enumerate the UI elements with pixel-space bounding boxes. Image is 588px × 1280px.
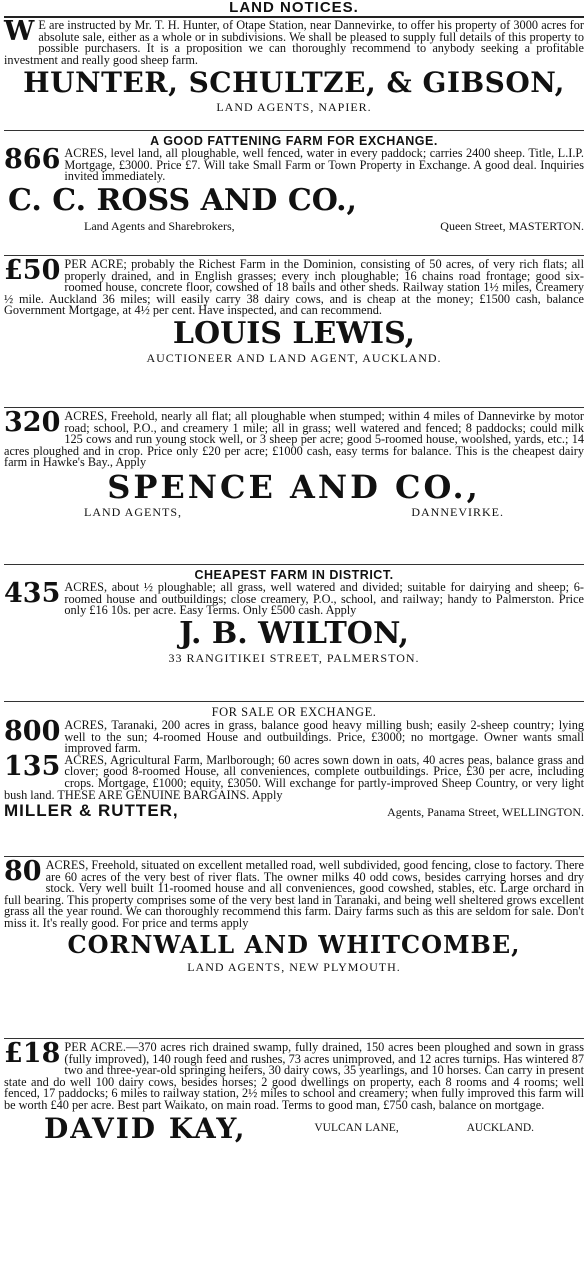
ad-kay-text <box>4 1038 584 1112</box>
drop-number: 80 <box>4 856 42 887</box>
ad-body: ACRES, Agricultural Farm, Marlborough; 60 acres sown down in oats, 40 acres peas, balance grass and clover; good 8-roomed House, all conveniences, complete outbuildings. Price, £30 per acre, including crops. Mortgage, £1000; equity, £3050. Will exchange for partly-improved Sheep Country, or very light bush land. THESE ARE GENUINE BARGAINS. Apply <box>4 752 584 802</box>
page-title: LAND NOTICES. <box>229 0 359 16</box>
divider <box>4 130 584 131</box>
ad-ross-text <box>4 144 584 184</box>
divider <box>4 407 584 408</box>
ad-wilton <box>4 568 584 698</box>
agent-subline: AUCTIONEER AND LAND AGENT, AUCKLAND. <box>146 350 442 365</box>
ad-hunter-text <box>4 16 584 67</box>
drop-number: 800 <box>4 716 61 747</box>
agent-name: SPENCE AND CO., <box>107 468 481 505</box>
agent-name: LOUIS LEWIS, <box>172 316 416 351</box>
drop-number: 135 <box>4 750 61 782</box>
divider <box>4 255 584 256</box>
drop-cap: W <box>4 16 35 47</box>
ad-hunter <box>4 16 584 127</box>
agent-title: Land Agents and Sharebrokers, <box>84 218 235 233</box>
ad-subtitle: CHEAPEST FARM IN DISTRICT. <box>194 568 394 582</box>
drop-number: 866 <box>4 144 61 175</box>
agent-name: J. B. WILTON, <box>179 616 409 651</box>
agent-address: Queen Street, MASTERTON. <box>440 218 584 233</box>
ad-body: ACRES, about ½ ploughable; all grass, well watered and divided; suitable for dairying and sheep; 6-roomed house and outbuildings; close creamery, P.O., school, and railway; handy to Palmerston. Price only £16 10s. per acre. Easy Terms. Only £500 cash. Apply <box>64 580 584 618</box>
ad-spence-text <box>4 407 584 470</box>
agent-subline <box>4 505 584 520</box>
agent-subline <box>4 219 584 234</box>
ad-cornwall-text <box>4 856 584 930</box>
ad-lewis-text <box>4 255 584 318</box>
ad-body: ACRES, Freehold, situated on excellent metalled road, well subdivided, good fencing, close to factory. There are 60 acres of the very best of river flats. The owner milks 40 odd cows, besides carrying horses and dry stock. Very well built 11-roomed house and all conveniences, good cowshed, stables, etc. Large orchard in full bearing. This property comprises some of the very best land in Taranaki, and being well sheltered grows excellent grass all the year round. We can thoroughly recommend this farm. Dairy farms such as this are seldom for sale. Don't miss it. It's really good. For price and terms apply <box>4 858 584 930</box>
ad-subtitle: FOR SALE OR EXCHANGE. <box>211 705 377 719</box>
ad-ross <box>4 134 584 252</box>
agent-name: HUNTER, SCHULTZE, & GIBSON, <box>23 66 565 100</box>
ad-lewis <box>4 255 584 404</box>
divider <box>4 701 584 702</box>
agent-name: MILLER & RUTTER, <box>4 801 179 821</box>
ad-body: PER ACRE; probably the Richest Farm in the Dominion, consisting of 50 acres, of very rich flats; all properly drained, and in English grasses; every inch ploughable; 16 chains road frontage; good six-roomed house, concrete floor, cowshed of 18 bails and other sheds. Railway station 1½ miles, Creamery ½ mile. Auckland 36 miles; will easily carry 38 dairy cows, and is cheap at the money; £1500 cash, balance Government Mortgage, at 4½ per cent. Have inspected, and can recommend. <box>4 257 584 318</box>
ad-miller-text-1 <box>4 716 584 756</box>
divider <box>4 856 584 857</box>
agent-line <box>4 801 584 821</box>
ad-spence <box>4 407 584 561</box>
ad-body: ACRES, level land, all ploughable, well fenced, water in every paddock; carries 2400 sheep. Title, L.I.P. Mortgage, £3000. Price £7. Will take Small Farm or Town Property in Exchange. A good deal. Inquiries invited immediately. <box>64 146 584 184</box>
ad-body: ACRES, Freehold, nearly all flat; all ploughable when stumped; within 4 miles of Dannevirke by motor road; school, P.O., and creamery 1 mile; all in grass; well watered and fenced; 8 paddocks; could milk 125 cows and run young stock well, or 3 sheep per acre; good 5-roomed house, woolshed, yards, etc.; 14 acres ploughed and in crop. Price only £20 per acre; £1000 cash, easy terms for balance. This is the cheapest dairy farm in Hawke's Bay., Apply <box>4 409 584 470</box>
agent-name: C. C. ROSS AND CO., <box>8 182 357 218</box>
ad-miller-text-2 <box>4 750 584 802</box>
ad-wilton-text <box>4 578 584 618</box>
agent-subline: LAND AGENTS, NEW PLYMOUTH. <box>187 959 401 974</box>
ad-miller <box>4 705 584 853</box>
agent-title: LAND AGENTS, <box>84 504 182 519</box>
ad-cornwall <box>4 856 584 1035</box>
drop-number: £18 <box>4 1038 61 1069</box>
agent-subline: 33 RANGITIKEI STREET, PALMERSTON. <box>168 650 420 665</box>
agent-street: VULCAN LANE, <box>314 1122 399 1135</box>
ad-body: ACRES, Taranaki, 200 acres in grass, balance good heavy milling bush; easily 2-sheep country; lying well to the sun; 4-roomed House and outbuildings. Price, £3000; no mortgage. Owner wants small improved farm. <box>64 718 584 756</box>
drop-number: 435 <box>4 578 61 609</box>
agent-address: DANNEVIRKE. <box>411 504 504 519</box>
agent-name: DAVID KAY, <box>44 1111 247 1145</box>
agent-name: CORNWALL AND WHITCOMBE, <box>67 929 521 959</box>
ad-body: PER ACRE.—370 acres rich drained swamp, fully drained, 150 acres been ploughed and sown in grass (fully improved), 140 rough feed and rushes, 73 acres unimproved, and 12 acres turnips. Has wintered 87 two and three-year-old springing heifers, 30 dairy cows, 35 yearlings, and 10 horses. Can carry in present state and do well 100 dairy cows, besides horses; 2 good dwellings on property, each 8 rooms and 4 rooms; well fenced, 17 paddocks; 6 miles to railway station, 2½ miles to school and creamery; when fully improved this farm will be worth £40 per acre. Best part Waikato, on main road. Terms to good man, £750 cash, balance on mortgage. <box>4 1040 584 1112</box>
agent-line <box>4 1112 584 1145</box>
agent-subline: LAND AGENTS, NAPIER. <box>216 100 372 115</box>
divider <box>4 564 584 565</box>
agent-address: Agents, Panama Street, WELLINGTON. <box>387 805 584 820</box>
ad-kay <box>4 1038 584 1212</box>
drop-number: 320 <box>4 407 61 438</box>
drop-number: £50 <box>4 255 61 286</box>
agent-city: AUCKLAND. <box>466 1122 534 1135</box>
ad-body: E are instructed by Mr. T. H. Hunter, of Otape Station, near Dannevirke, to offer his property of 3000 acres for absolute sale, either as a whole or in subdivisions. We shall be pleased to supply full details of this property to possible purchasers. It is a proposition we can thoroughly recommend to anybody seeking a profitable investment and really good sheep farm. <box>4 18 584 67</box>
divider <box>4 1038 584 1039</box>
ad-subtitle: A GOOD FATTENING FARM FOR EXCHANGE. <box>150 134 438 148</box>
